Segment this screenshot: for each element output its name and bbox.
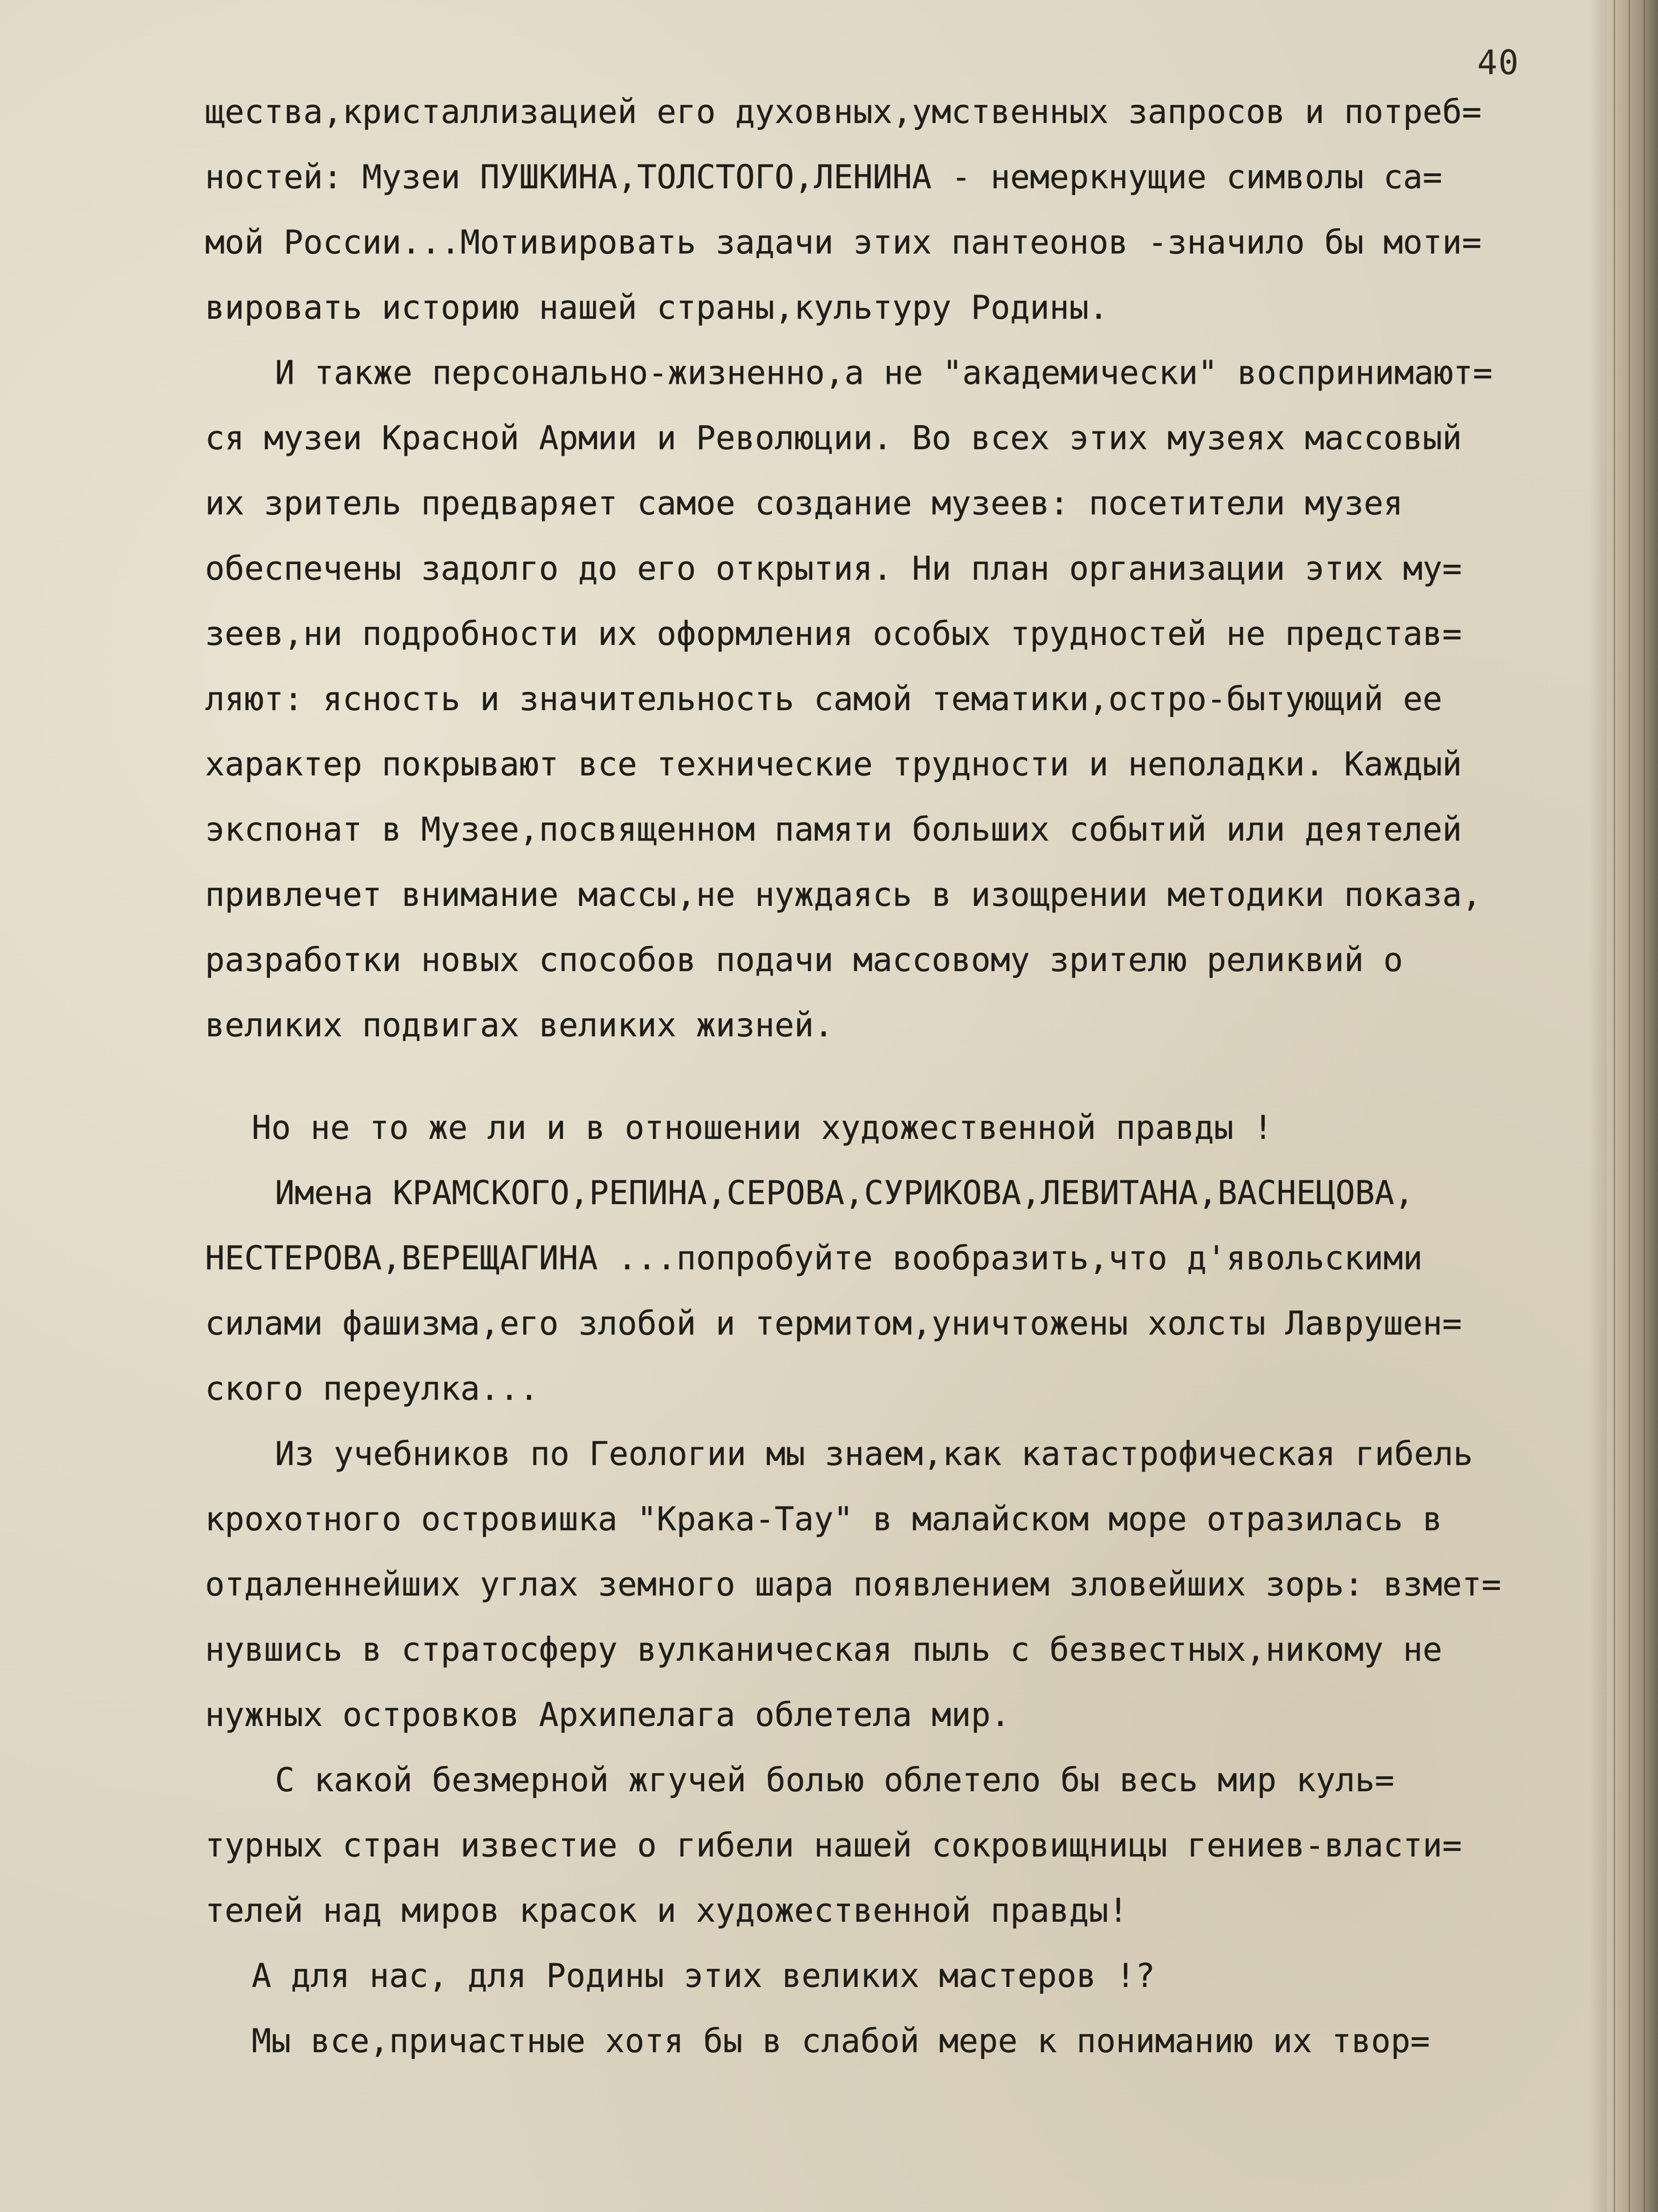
text-line: экспонат в Музее,посвященном памяти больших событий или деятелей bbox=[205, 810, 1462, 849]
text-line: ностей: Музеи ПУШКИНА,ТОЛСТОГО,ЛЕНИНА - немеркнущие символы са= bbox=[205, 158, 1443, 196]
text-line: НЕСТЕРОВА,ВЕРЕЩАГИНА ...попробуйте вообразить,что д'явольскими bbox=[205, 1239, 1423, 1277]
text-line: нужных островков Архипелага облетела мир. bbox=[205, 1696, 1010, 1734]
text-line: обеспечены задолго до его открытия. Ни план организации этих му= bbox=[205, 549, 1462, 588]
text-line: Но не то же ли и в отношении художественной правды ! bbox=[252, 1109, 1273, 1147]
text-line: разработки новых способов подачи массовому зрителю реликвий о bbox=[205, 941, 1403, 979]
text-line: ся музеи Красной Армии и Революции. Во всех этих музеях массовый bbox=[205, 419, 1462, 457]
text-line: их зритель предваряет самое создание музеев: посетители музея bbox=[205, 484, 1403, 522]
text-line: С какой безмерной жгучей болью облетело бы весь мир куль= bbox=[275, 1761, 1395, 1799]
text-line: характер покрывают все технические трудности и неполадки. Каждый bbox=[205, 745, 1462, 783]
text-line: отдаленнейших углах земного шара появлением зловейших зорь: взмет= bbox=[205, 1565, 1501, 1603]
text-line: нувшись в стратосферу вулканическая пыль с безвестных,никому не bbox=[205, 1630, 1443, 1669]
page-edge-line bbox=[1614, 0, 1615, 2212]
text-line: Из учебников по Геологии мы знаем,как катастрофическая гибель bbox=[275, 1435, 1473, 1473]
text-line: телей над миров красок и художественной правды! bbox=[205, 1891, 1128, 1930]
page-fold-shadow bbox=[1588, 0, 1607, 2212]
text-line: зеев,ни подробности их оформления особых трудностей не представ= bbox=[205, 615, 1462, 653]
text-line: А для нас, для Родины этих великих мастеров !? bbox=[252, 1957, 1155, 1995]
text-line: ского переулка... bbox=[205, 1370, 539, 1408]
text-line: щества,кристаллизацией его духовных,умственных запросов и потреб= bbox=[205, 93, 1482, 131]
text-line: привлечет внимание массы,не нуждаясь в изощрении методики показа, bbox=[205, 876, 1482, 914]
page-edge-line bbox=[1629, 0, 1630, 2212]
text-line: турных стран известие о гибели нашей сокровищницы гениев-власти= bbox=[205, 1826, 1462, 1864]
typewritten-text bbox=[205, 79, 1556, 2074]
page-number: 40 bbox=[1477, 43, 1520, 82]
text-line: Мы все,причастные хотя бы в слабой мере к пониманию их твор= bbox=[252, 2022, 1430, 2060]
text-line: силами фашизма,его злобой и термитом,уничтожены холсты Лаврушен= bbox=[205, 1304, 1462, 1342]
text-line: великих подвигах великих жизней. bbox=[205, 1006, 834, 1044]
text-line: крохотного островишка "Крака-Тау" в малайском море отразилась в bbox=[205, 1500, 1443, 1538]
page-edge-line bbox=[1644, 0, 1645, 2212]
text-line: Имена КРАМСКОГО,РЕПИНА,СЕРОВА,СУРИКОВА,ЛЕВИТАНА,ВАСНЕЦОВА, bbox=[275, 1174, 1414, 1212]
text-line: ляют: ясность и значительность самой тематики,остро-бытующий ее bbox=[205, 680, 1443, 718]
text-line: мой России...Мотивировать задачи этих пантеонов -значило бы моти= bbox=[205, 223, 1482, 261]
paragraph-gap bbox=[205, 1058, 1556, 1095]
text-line: вировать историю нашей страны,культуру Родины. bbox=[205, 288, 1109, 327]
text-line: И также персонально-жизненно,а не "академически" воспринимают= bbox=[275, 354, 1493, 392]
